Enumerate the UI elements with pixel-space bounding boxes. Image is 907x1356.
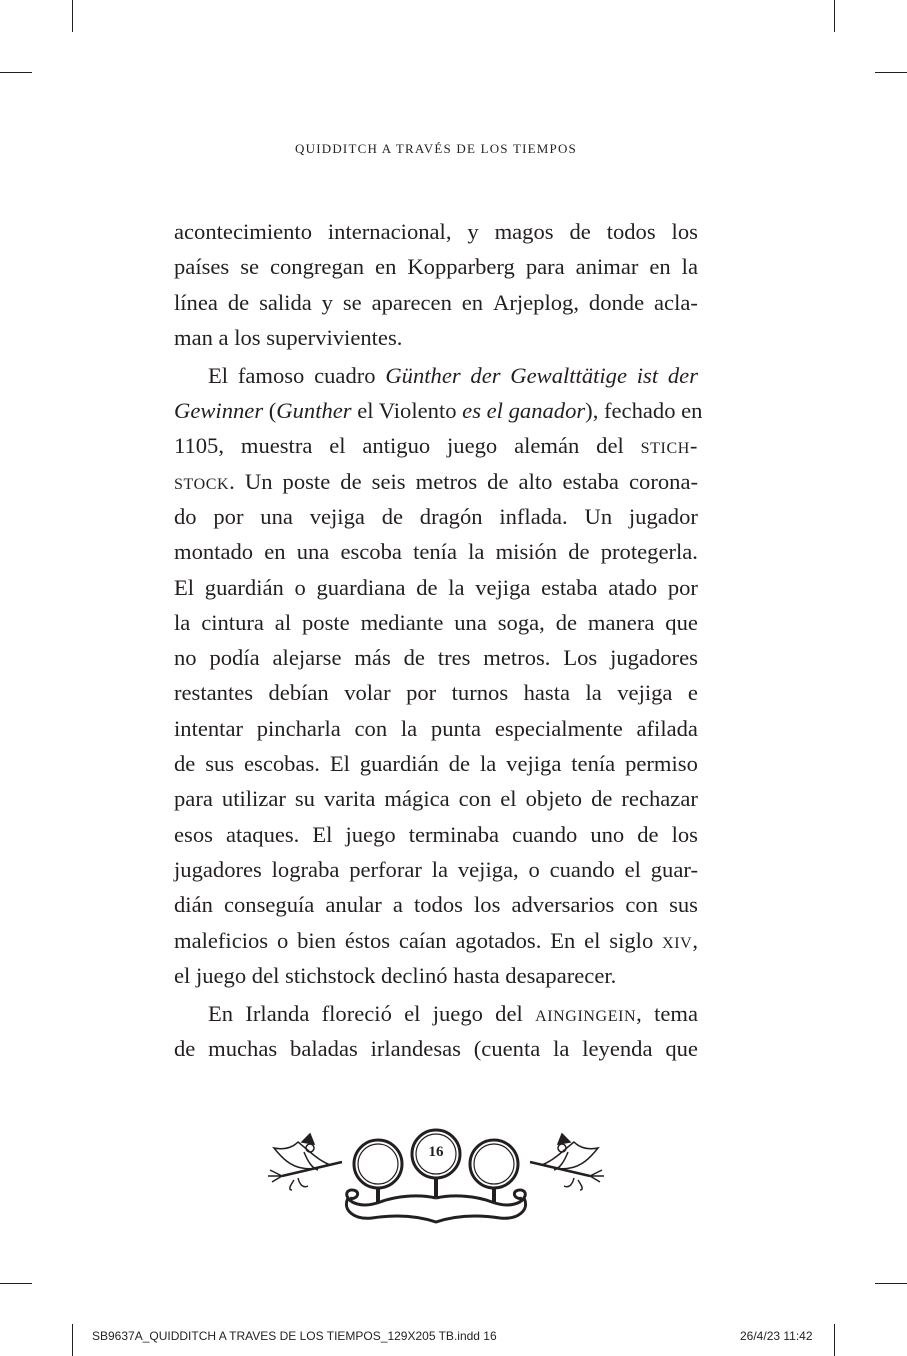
text-line: El famoso cuadro Günther der Gewalttätige ist der [208, 362, 698, 388]
crop-mark-top-right [834, 0, 835, 32]
text-line: dián conseguía anular a todos los adversarios con sus [174, 892, 698, 918]
text-line: países se congregan en Kopparberg para animar en la [174, 254, 698, 280]
text-line: esos ataques. El juego terminaba cuando uno de los [174, 821, 698, 847]
text-line: 1105, muestra el antiguo juego alemán del stich- [174, 433, 698, 459]
text-line: El guardián o guardiana de la vejiga estaba atado por [174, 574, 698, 600]
text-line: stock. Un poste de seis metros de alto estaba corona- [174, 468, 698, 494]
text-line: no podía alejarse más de tres metros. Los jugadores [174, 645, 698, 671]
text-line: maleficios o bien éstos caían agotados. En el siglo xiv, [174, 927, 698, 953]
body-text [174, 214, 703, 1066]
page-number: 16 [428, 1144, 444, 1160]
crop-mark-bottom-right [875, 1283, 907, 1284]
text-line: En Irlanda floreció el juego del aingingein, tema [208, 1000, 698, 1026]
slug-date-time: 26/4/23 11:42 [740, 1329, 813, 1343]
text-line: do por una vejiga de dragón inflada. Un jugador [174, 503, 698, 529]
witch-on-broom-icon [530, 1134, 604, 1190]
crop-mark-bottom-left [0, 1283, 32, 1284]
folio-ornament [268, 1128, 604, 1224]
text-line: de sus escobas. El guardián de la vejiga tenía permiso [174, 751, 698, 777]
text-line: el juego del stichstock declinó hasta desaparecer. [174, 962, 617, 988]
crop-mark-bottom-right [834, 1324, 835, 1356]
crop-mark-top-left [0, 72, 32, 73]
text-line: la cintura al poste mediante una soga, de manera que [174, 609, 698, 635]
text-line: para utilizar su varita mágica con el objeto de rechazar [174, 786, 698, 812]
running-head: QUIDDITCH A TRAVÉS DE LOS TIEMPOS [295, 141, 577, 156]
witch-on-broom-icon [268, 1134, 342, 1190]
text-line: línea de salida y se aparecen en Arjeplog, donde acla- [174, 289, 698, 315]
text-line: jugadores lograba perforar la vejiga, o cuando el guar- [174, 856, 698, 882]
text-line: man a los supervivientes. [174, 324, 403, 350]
text-line: acontecimiento internacional, y magos de todos los [174, 219, 698, 244]
text-line: Gewinner (Gunther el Violento es el ganador), fechado en [174, 398, 703, 424]
text-line: restantes debían volar por turnos hasta la vejiga e [174, 680, 698, 706]
slug-filename: SB9637A_QUIDDITCH A TRAVES DE LOS TIEMPOS_129X205 TB.indd 16 [92, 1329, 497, 1343]
text-line: montado en una escoba tenía la misión de protegerla. [174, 539, 698, 565]
text-line: de muchas baladas irlandesas (cuenta la leyenda que [174, 1036, 698, 1062]
crop-mark-top-right [875, 72, 907, 73]
crop-mark-bottom-left [72, 1324, 73, 1356]
text-line: intentar pincharla con la punta especialmente afilada [174, 715, 698, 741]
crop-mark-top-left [72, 0, 73, 32]
